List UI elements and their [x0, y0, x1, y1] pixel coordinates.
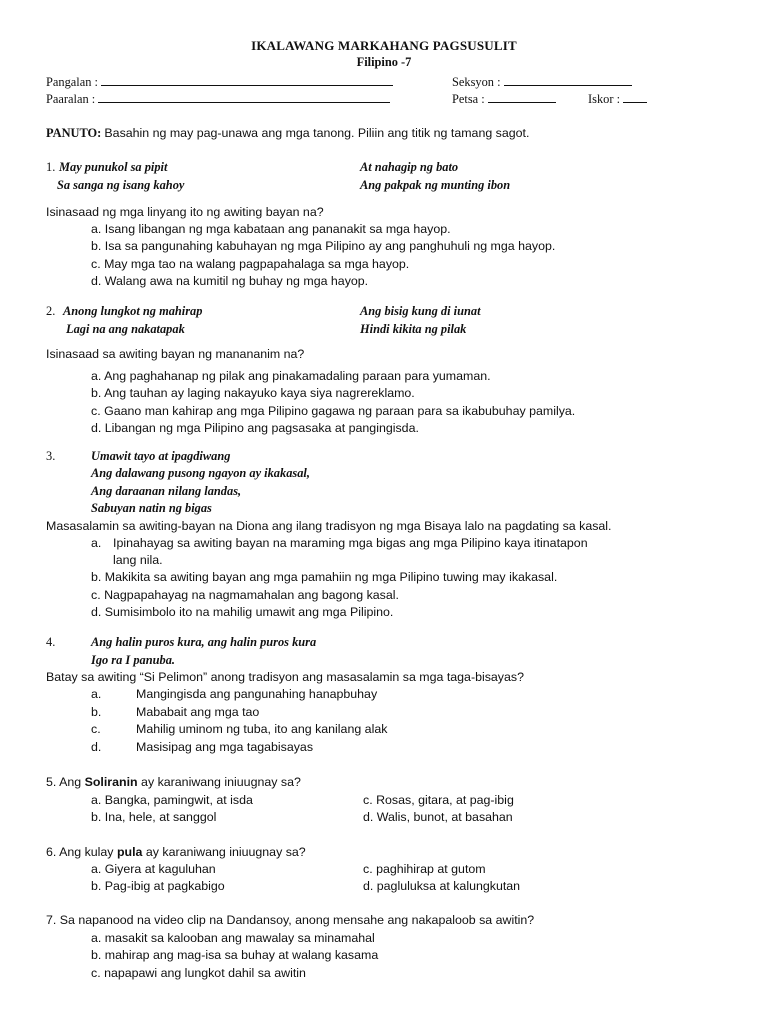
- q4-number: 4.: [46, 635, 56, 649]
- q2-choice-b[interactable]: b. Ang tauhan ay laging nakayuko kaya siya nagrereklamo.: [91, 386, 415, 400]
- pangalan-blank[interactable]: [101, 74, 393, 86]
- q2-choice-c[interactable]: c. Gaano man kahirap ang mga Pilipino gagawa ng paraan para sa ikabubuhay pamilya.: [91, 404, 576, 418]
- q3-verse-line: Sabuyan natin ng bigas: [91, 501, 212, 515]
- q5-keyword: Soliranin: [84, 775, 138, 789]
- iskor-field: [588, 91, 647, 107]
- q3-question: Masasalamin sa awiting-bayan na Diona ang ilang tradisyon ng mga Bisaya lalo na pagdating sa kasal.: [46, 519, 612, 533]
- q3-choice-a[interactable]: Ipinahayag sa awiting bayan na maraming mga bigas ang mga Pilipino kaya itinatapon: [113, 536, 588, 550]
- q1-choice-a[interactable]: a. Isang libangan ng mga kabataan ang pananakit sa mga hayop.: [91, 222, 451, 236]
- petsa-field: [452, 91, 556, 107]
- q7-question: 7. Sa napanood na video clip na Dandansoy, anong mensahe ang nakapaloob sa awitin?: [46, 913, 535, 927]
- q4-choice-d[interactable]: Masisipag ang mga tagabisayas: [136, 740, 314, 754]
- q4-verse-line: Igo ra I panuba.: [91, 653, 176, 667]
- q5-prefix: 5. Ang: [46, 775, 85, 789]
- q3-number: 3.: [46, 449, 56, 463]
- paaralan-field: [46, 91, 390, 107]
- q1-choice-b[interactable]: b. Isa sa pangunahing kabuhayan ng mga Pilipino ay ang panghuhuli ng mga hayop.: [91, 239, 556, 253]
- q3-verse-line: Ang daraanan nilang landas,: [91, 484, 242, 498]
- q6-prefix: 6. Ang kulay: [46, 845, 117, 859]
- q1-verse-line: Ang pakpak ng munting ibon: [360, 178, 511, 192]
- iskor-label: Iskor :: [588, 92, 621, 106]
- q5-suffix: ay karaniwang iniuugnay sa?: [137, 775, 301, 789]
- q2-verse-line: Hindi kikita ng pilak: [360, 322, 467, 336]
- exam-title: IKALAWANG MARKAHANG PAGSUSULIT: [251, 38, 517, 53]
- q3-choice-a-continued[interactable]: lang nila.: [113, 553, 163, 567]
- q3-choice-b[interactable]: b. Makikita sa awiting bayan ang mga pamahiin ng mga Pilipino tuwing may ikakasal.: [91, 570, 558, 584]
- q4-question: Batay sa awiting “Si Pelimon” anong tradisyon ang masasalamin sa mga taga-bisayas?: [46, 670, 524, 684]
- q3-choice-d[interactable]: d. Sumisimbolo ito na mahilig umawit ang mga Pilipino.: [91, 605, 394, 619]
- q2-choice-d[interactable]: d. Libangan ng mga Pilipino ang pagsasaka at pangingisda.: [91, 421, 419, 435]
- petsa-blank[interactable]: [488, 91, 556, 103]
- seksyon-blank[interactable]: [504, 74, 632, 86]
- paaralan-blank[interactable]: [98, 91, 390, 103]
- q2-question: Isinasaad sa awiting bayan ng manananim na?: [46, 347, 305, 361]
- q1-question: Isinasaad ng mga linyang ito ng awiting bayan na?: [46, 205, 324, 219]
- q5-choice-d[interactable]: d. Walis, bunot, at basahan: [363, 810, 513, 824]
- subject-label: Filipino -7: [356, 55, 412, 69]
- q6-keyword: pula: [116, 845, 143, 859]
- instructions-text: Basahin ng may pag-unawa ang mga tanong. Piliin ang titik ng tamang sagot.: [104, 126, 530, 140]
- q5-choice-c[interactable]: c. Rosas, gitara, at pag-ibig: [363, 793, 514, 807]
- q1-choice-d[interactable]: d. Walang awa na kumitil ng buhay ng mga hayop.: [91, 274, 369, 288]
- q1-verse-line: May punukol sa pipit: [59, 160, 168, 174]
- q3-choice-a-marker[interactable]: a.: [91, 536, 102, 550]
- q6-choice-a[interactable]: a. Giyera at kaguluhan: [91, 862, 216, 876]
- q4-choice-a-letter[interactable]: a.: [91, 687, 102, 701]
- q7-choice-b[interactable]: b. mahirap ang mag-isa sa buhay at walang kasama: [91, 948, 379, 962]
- instructions: [46, 126, 529, 141]
- q2-verse-line: Anong lungkot ng mahirap: [63, 304, 203, 318]
- q2-verse-line: Ang bisig kung di iunat: [360, 304, 481, 318]
- q3-verse-line: Umawit tayo at ipagdiwang: [91, 449, 231, 463]
- seksyon-field: [452, 74, 632, 90]
- q6-question: [46, 845, 306, 859]
- q3-choice-c[interactable]: c. Nagpapahayag na nagmamahalan ang bagong kasal.: [91, 588, 399, 602]
- q5-question: [46, 775, 301, 789]
- q5-choice-b[interactable]: b. Ina, hele, at sanggol: [91, 810, 217, 824]
- q7-choice-c[interactable]: c. napapawi ang lungkot dahil sa awitin: [91, 966, 306, 980]
- q4-choice-d-letter[interactable]: d.: [91, 740, 102, 754]
- q1-verse-line: At nahagip ng bato: [360, 160, 459, 174]
- q6-choice-c[interactable]: c. paghihirap at gutom: [363, 862, 486, 876]
- q3-verse-line: Ang dalawang pusong ngayon ay ikakasal,: [91, 466, 310, 480]
- q2-choice-a[interactable]: a. Ang paghahanap ng pilak ang pinakamadaling paraan para yumaman.: [91, 369, 491, 383]
- seksyon-label: Seksyon :: [452, 75, 501, 89]
- q4-choice-c[interactable]: Mahilig uminom ng tuba, ito ang kanilang alak: [136, 722, 388, 736]
- q2-verse-line: Lagi na ang nakatapak: [66, 322, 185, 336]
- petsa-label: Petsa :: [452, 92, 485, 106]
- q6-suffix: ay karaniwang iniuugnay sa?: [142, 845, 306, 859]
- q5-choice-a[interactable]: a. Bangka, pamingwit, at isda: [91, 793, 253, 807]
- pangalan-field: [46, 74, 393, 90]
- q2-number: 2.: [46, 304, 56, 318]
- q7-choice-a[interactable]: a. masakit sa kalooban ang mawalay sa minamahal: [91, 931, 375, 945]
- paaralan-label: Paaralan :: [46, 92, 96, 106]
- q4-choice-c-letter[interactable]: c.: [91, 722, 101, 736]
- q4-choice-a[interactable]: Mangingisda ang pangunahing hanapbuhay: [136, 687, 378, 701]
- q4-choice-b[interactable]: Mababait ang mga tao: [136, 705, 260, 719]
- q1-verse-line: Sa sanga ng isang kahoy: [57, 178, 185, 192]
- q1-number: 1.: [46, 160, 56, 174]
- q4-choice-b-letter[interactable]: b.: [91, 705, 102, 719]
- q6-choice-b[interactable]: b. Pag-ibig at pagkabigo: [91, 879, 225, 893]
- pangalan-label: Pangalan :: [46, 75, 98, 89]
- q1-choice-c[interactable]: c. May mga tao na walang pagpapahalaga sa mga hayop.: [91, 257, 410, 271]
- q6-choice-d[interactable]: d. pagluluksa at kalungkutan: [363, 879, 521, 893]
- q4-verse-line: Ang halin puros kura, ang halin puros kura: [91, 635, 317, 649]
- instructions-label: PANUTO:: [46, 126, 102, 140]
- iskor-blank[interactable]: [623, 91, 647, 103]
